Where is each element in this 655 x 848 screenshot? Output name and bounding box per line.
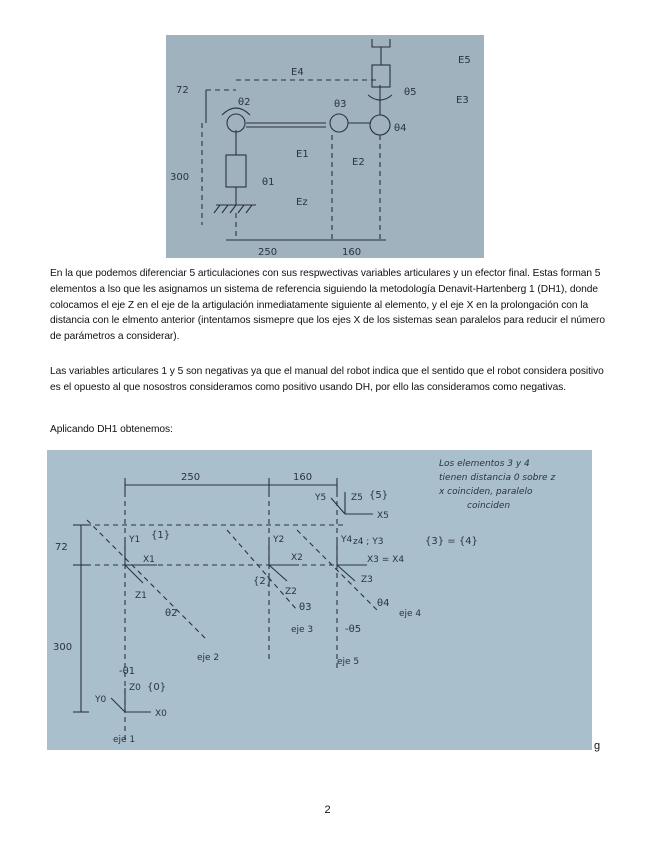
fig2-label-eje4: eje 4 <box>399 609 422 619</box>
fig2-label-z4y3: z4 ; Y3 <box>353 537 384 547</box>
joint4-circle <box>370 115 390 135</box>
fig2-label-300: 300 <box>53 642 73 653</box>
fig2-label-x34: X3 = X4 <box>367 555 405 565</box>
dh-frames-photo <box>47 450 592 750</box>
fig2-label-y1: Y1 <box>129 535 141 545</box>
fig2-label-th3: θ3 <box>299 602 312 613</box>
fig2-label-s34: {3} = {4} <box>425 536 478 547</box>
fig2-label-z0: Z0 <box>129 683 141 693</box>
fig1-label-ez: Ez <box>296 197 308 208</box>
fig1-label-th2: θ2 <box>238 97 251 108</box>
fig1-label-160: 160 <box>342 247 362 258</box>
fig2-label-72: 72 <box>55 542 68 553</box>
fig2-label-th2: θ2 <box>165 608 178 619</box>
paragraph-aplicando-dh1: Aplicando DH1 obtenemos: <box>50 424 173 435</box>
joint1-cylinder <box>226 155 246 187</box>
paragraph-variables-negativas: Las variables articulares 1 y 5 son negativas ya que el manual del robot indica que el sentido que el robot considera positivo es el opuesto al que nosostros consideramos como positivo usando DH, por ello las consideramos como negativas. <box>50 366 604 393</box>
fig1-label-th3: θ3 <box>334 99 347 110</box>
fig2-label-y4: Y4 <box>341 535 353 545</box>
fig1-label-250: 250 <box>258 247 278 258</box>
fig2-label-th5: -θ5 <box>345 624 362 635</box>
fig2-label-x2: X2 <box>291 553 303 563</box>
fig2-label-eje3: eje 3 <box>291 625 314 635</box>
fig2-label-x1: X1 <box>143 555 155 565</box>
fig1-label-th5: θ5 <box>404 87 417 98</box>
fig2-label-z2: Z2 <box>285 587 297 597</box>
fig2-label-160: 160 <box>293 472 313 483</box>
fig2-label-y0: Y0 <box>95 695 107 705</box>
fig1-label-e1: E1 <box>296 149 309 160</box>
fig2-label-x0: X0 <box>155 709 167 719</box>
robot-sketch <box>166 35 484 258</box>
fig2-label-s2: {2} <box>253 576 273 587</box>
fig2-label-eje5: eje 5 <box>337 657 360 667</box>
fig2-label-z5: Z5 <box>351 493 363 503</box>
fig2-note-line2: tienen distancia 0 sobre z <box>439 473 556 483</box>
joint3-circle <box>330 114 348 132</box>
fig1-label-e3: E3 <box>456 95 469 106</box>
page-number: 2 <box>324 804 331 816</box>
fig2-label-s0: {0} <box>147 682 167 693</box>
fig1-label-e5: E5 <box>458 55 471 66</box>
fig1-label-72: 72 <box>176 85 189 96</box>
joint2-circle <box>227 114 245 132</box>
joint5-block <box>372 65 390 87</box>
fig2-note-line3: x coinciden, paralelo <box>439 487 533 497</box>
trailing-char: g <box>594 740 601 752</box>
fig2-label-y2: Y2 <box>273 535 285 545</box>
fig1-label-th1: θ1 <box>262 177 275 188</box>
fig1-label-th4: θ4 <box>394 123 407 134</box>
dh-frames-sketch <box>47 450 592 750</box>
fig2-note-line1: Los elementos 3 y 4 <box>439 459 530 469</box>
fig2-label-s5: {5} <box>369 490 389 501</box>
fig2-note-line4: coinciden <box>467 501 511 511</box>
fig2-label-y5: Y5 <box>315 493 327 503</box>
fig2-label-s1: {1} <box>151 530 171 541</box>
fig2-label-250: 250 <box>181 472 201 483</box>
fig1-label-300: 300 <box>170 172 190 183</box>
fig2-label-eje1: eje 1 <box>113 735 136 745</box>
fig1-label-e4: E4 <box>291 67 304 78</box>
fig2-label-th1: -θ1 <box>119 666 136 677</box>
fig2-label-x5: X5 <box>377 511 389 521</box>
fig2-label-z3: Z3 <box>361 575 373 585</box>
fig2-label-th4: θ4 <box>377 598 390 609</box>
robot-sketch-photo <box>166 35 484 258</box>
fig2-label-z1: Z1 <box>135 591 147 601</box>
paragraph-articulaciones: En la que podemos diferenciar 5 articulaciones con sus respwectivas variables articulares y un efector final. Estas forman 5 elementos a lso que les asignamos un sistema de referencia siguiendo la metodología Denavit-Hartenberg 1 (DH1), donde colocamos el eje Z en el eje de la artigulación inmediatamente siguiente al elemento, y el eje X en la prolongación con la distancia con le elmento anterior (intentamos sismepre que los ejes X de los sistemas sean paralelos para reducir el número de parámetros a considerar). <box>50 268 606 343</box>
fig1-label-e2: E2 <box>352 157 365 168</box>
fig2-label-eje2: eje 2 <box>197 653 220 663</box>
